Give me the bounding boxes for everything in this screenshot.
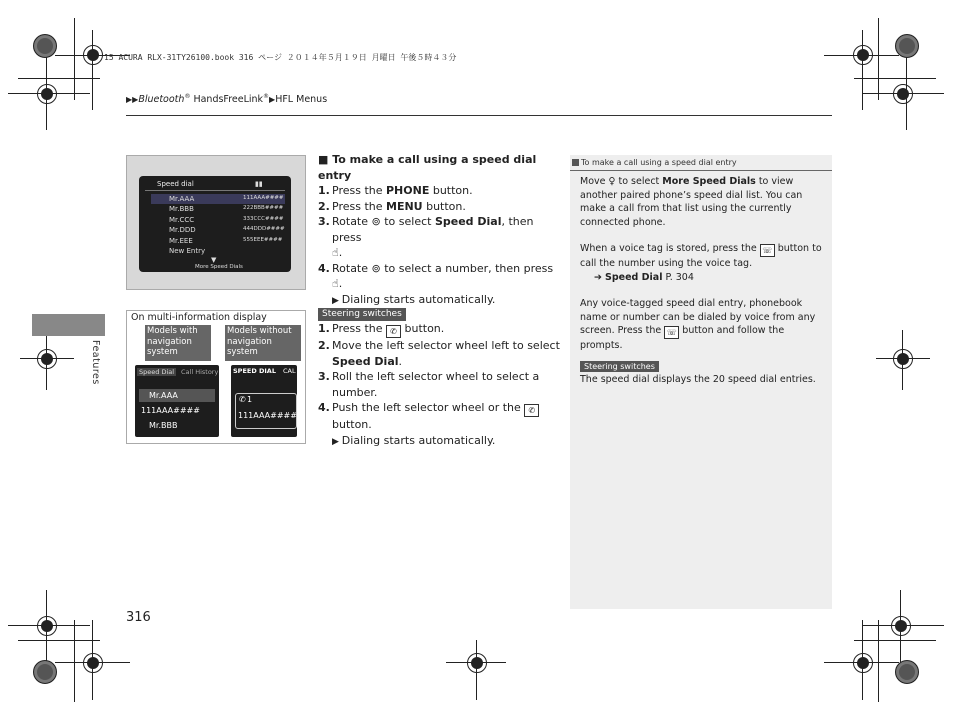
note-body xyxy=(580,175,826,387)
registration-mark-icon xyxy=(891,616,911,636)
color-target-icon xyxy=(33,34,57,58)
models-without-nav-label: Models without navigation system xyxy=(225,325,301,361)
phone-button-icon: ✆ xyxy=(386,325,401,338)
registration-mark-icon xyxy=(467,653,487,673)
multi-info-display-figure xyxy=(126,310,306,444)
breadcrumb-hfl-menus: HFL Menus xyxy=(275,94,328,106)
steering-switches-badge: Steering switches xyxy=(318,308,406,321)
procedure-section-2 xyxy=(318,305,563,450)
step-2: 2. Press the MENU button. xyxy=(318,199,466,213)
registration-mark-icon xyxy=(37,84,57,104)
step-2: 2. Move the left selector wheel left to select Speed Dial. xyxy=(318,339,560,368)
breadcrumb-bluetooth: Bluetooth xyxy=(138,94,185,106)
interface-dial-icon: ⊚ xyxy=(371,215,381,228)
phone-status-icon: ▮▮ xyxy=(255,180,263,188)
registration-mark-icon xyxy=(893,349,913,369)
section-label: Features xyxy=(90,340,101,385)
step-3: 3. Rotate ⊚ to select Speed Dial, then press ☝. xyxy=(318,215,534,259)
breadcrumb-arrow-icon: ▶ xyxy=(269,95,276,105)
registration-mark-icon xyxy=(853,653,873,673)
talk-button-icon: ☏ xyxy=(760,244,775,257)
book-reference: 15 ACURA RLX-31TY26100.book 316 ページ ２０１４年５月１９日 月曜日 午後５時４３分 xyxy=(104,53,457,62)
list-item[interactable]: Mr.CCC 333CCC#### xyxy=(169,215,284,224)
color-target-icon xyxy=(895,34,919,58)
screen-divider xyxy=(145,190,285,191)
result-arrow-icon: ▶ xyxy=(332,295,342,306)
mid-screen-without-nav: SPEED DIAL CAL ✆ 1 111AAA#### xyxy=(231,365,297,437)
registration-mark-icon xyxy=(893,84,913,104)
note-paragraph: The speed dial displays the 20 speed dial entries. xyxy=(580,374,816,385)
speed-dial-screen-figure xyxy=(126,155,306,290)
section-heading: ■ To make a call using a speed dial entry xyxy=(318,153,537,182)
cross-reference[interactable]: ➔ Speed Dial P. 304 xyxy=(594,271,694,283)
note-paragraph: Any voice-tagged speed dial entry, phonebook name or number can be dialed by voice from any screen. Press the ☏ button and follow the prompts. xyxy=(580,298,816,351)
figure-caption: On multi-information display xyxy=(131,312,267,323)
list-item[interactable]: Mr.BBB 222BBB#### xyxy=(169,205,284,214)
page-number: 316 xyxy=(126,610,151,625)
procedure-section-1 xyxy=(318,152,563,309)
section-tab xyxy=(32,314,105,336)
registration-mark-icon xyxy=(37,616,57,636)
note-paragraph: Move ♀ to select More Speed Dials to view another paired phone’s speed dial list. You can make a call from that list using the currently connected phone. xyxy=(580,176,803,228)
step-1: 1. Press the PHONE button. xyxy=(318,184,473,197)
interface-dial-icon: ⊚ xyxy=(371,261,381,275)
note-box xyxy=(570,155,832,609)
press-icon: ☝ xyxy=(332,246,339,259)
phone-icon: ✆ xyxy=(239,395,246,404)
color-target-icon xyxy=(895,660,919,684)
registration-mark-icon xyxy=(83,45,103,65)
models-with-nav-label: Models with navigation system xyxy=(145,325,211,361)
talk-button-icon: ☏ xyxy=(664,326,679,339)
down-arrow-icon: ▼ xyxy=(211,256,217,264)
breadcrumb: ▶▶Bluetooth® HandsFreeLink®▶HFL Menus xyxy=(126,93,328,106)
result-line: ▶ Dialing starts automatically. xyxy=(332,433,496,447)
note-header: To make a call using a speed dial entry xyxy=(570,155,832,171)
note-paragraph: When a voice tag is stored, press the ☏ button to call the number using the voice tag. ➔ Speed Dial P. 304 xyxy=(580,243,822,283)
header-rule xyxy=(126,115,832,116)
screen-title: Speed dial xyxy=(157,180,194,188)
step-3: 3. Roll the left selector wheel to select a number. xyxy=(318,370,540,399)
more-speed-dials-label: More Speed Dials xyxy=(195,264,243,270)
list-item[interactable]: New Entry xyxy=(169,246,206,255)
press-icon: ☝ xyxy=(332,277,339,290)
display-screen xyxy=(139,176,291,272)
registration-mark-icon xyxy=(83,653,103,673)
breadcrumb-arrow-icon: ▶▶ xyxy=(126,95,139,105)
result-arrow-icon: ▶ xyxy=(332,436,342,447)
mid-screen-with-nav: Speed Dial Call History Mr.AAA 111AAA#### Mr.BBB xyxy=(135,365,219,437)
step-4: 4. Rotate ⊚ to select a number, then press ☝. xyxy=(318,261,554,290)
speed-dial-list xyxy=(151,194,285,256)
phone-button-icon: ✆ xyxy=(524,404,539,417)
list-item[interactable]: Mr.DDD 444DDD#### xyxy=(169,226,285,235)
step-4: 4. Push the left selector wheel or the ✆ button. xyxy=(318,400,563,433)
list-item[interactable]: Mr.EEE 555EEE#### xyxy=(169,236,283,245)
reference-arrow-icon: ➔ xyxy=(594,271,602,283)
selector-icon: ♀ xyxy=(608,176,616,187)
registration-mark-icon xyxy=(37,349,57,369)
registration-mark-icon xyxy=(853,45,873,65)
result-line: ▶ Dialing starts automatically. xyxy=(332,292,496,306)
list-item[interactable]: Mr.AAA 111AAA#### xyxy=(151,194,285,204)
color-target-icon xyxy=(33,660,57,684)
note-marker-icon xyxy=(572,159,579,166)
heading-bullet-icon: ■ xyxy=(318,153,329,166)
steering-switches-badge: Steering switches xyxy=(580,361,659,372)
step-1: 1. Press the ✆ button. xyxy=(318,322,445,336)
